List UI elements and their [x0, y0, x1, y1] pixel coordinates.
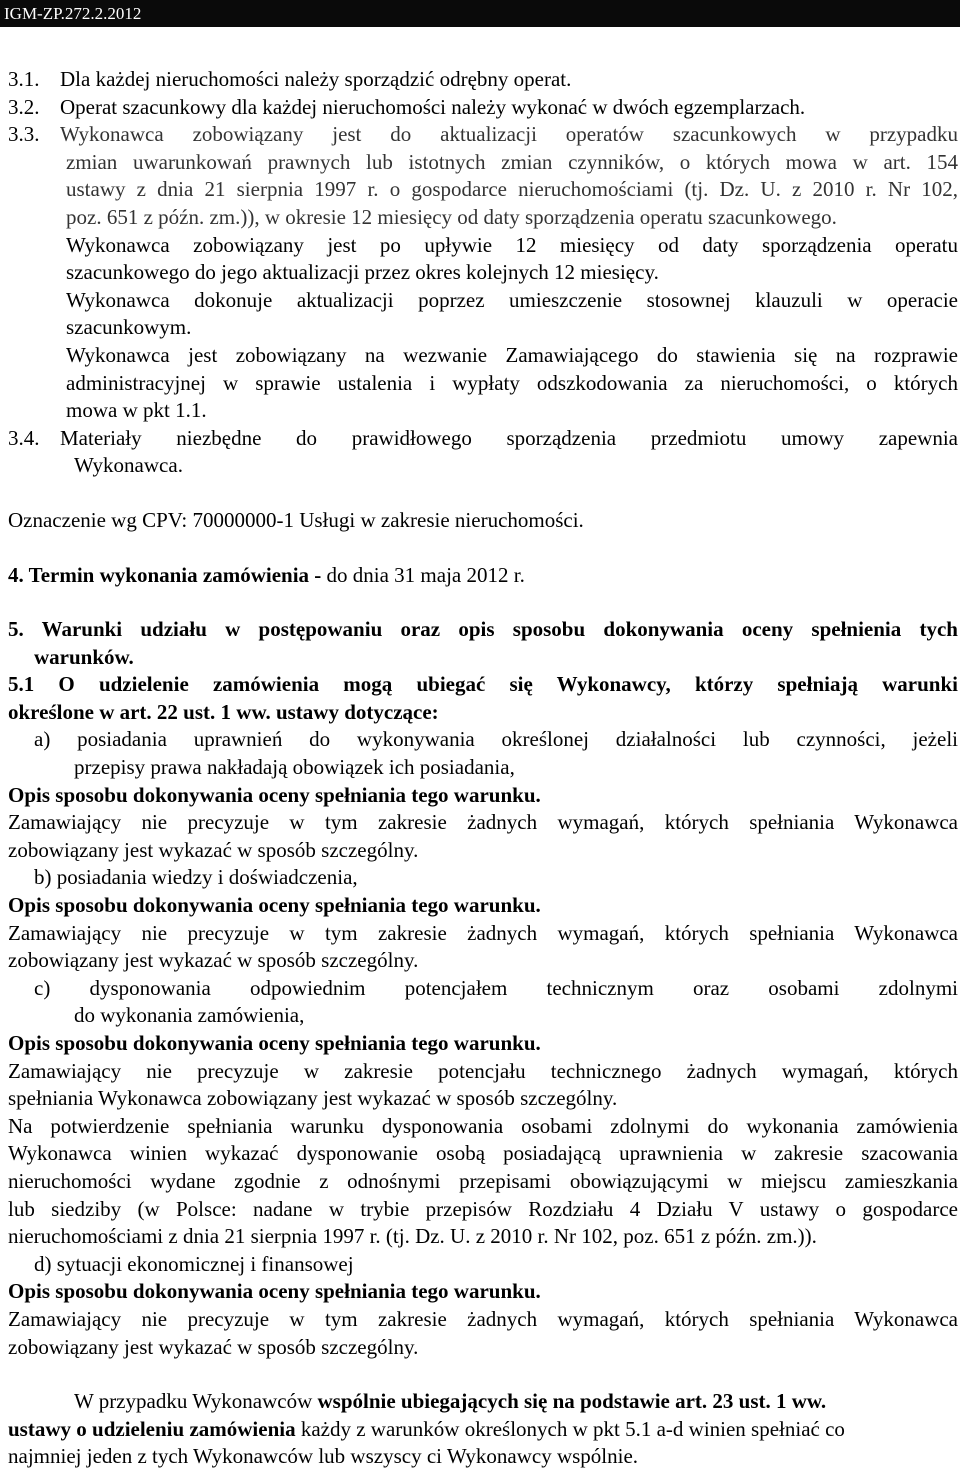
- condition-c: [8, 975, 958, 1030]
- paragraph-text: mowa w pkt 1.1.: [66, 398, 207, 423]
- document-body: [8, 66, 958, 1471]
- section-text: Wykonawca zobowiązany jest do aktualizacji operatów szacunkowych w przypadku: [60, 122, 958, 147]
- section-3-2: [8, 94, 958, 122]
- condition-text: przepisy prawa nakładają obowiązek ich posiadania,: [74, 755, 515, 780]
- document-code-header: [0, 0, 960, 27]
- evaluation-heading: Opis sposobu dokonywania oceny spełniania tego warunku.: [8, 893, 541, 918]
- section-heading: 5. Warunki udziału w postępowaniu oraz opis sposobu dokonywania oceny spełnienia tych: [8, 617, 958, 642]
- section-3-4: [8, 425, 958, 480]
- condition-b: b) posiadania wiedzy i doświadczenia,: [34, 865, 358, 890]
- requirement-text: Wykonawca winien wykazać dysponowanie osobą posiadającą uprawnienia w zakresie szacowania: [8, 1141, 958, 1166]
- section-number: 3.4.: [8, 425, 40, 450]
- paragraph-text: Wykonawca dokonuje aktualizacji poprzez umieszczenie stosownej klauzuli w operacie: [66, 287, 958, 312]
- section-text: Materiały niezbędne do prawidłowego sporządzenia przedmiotu umowy zapewnia: [60, 425, 958, 450]
- requirement-text: lub siedziby (w Polsce: nadane w trybie przepisów Rozdziału 4 Działu V ustawy o gospodarce: [8, 1196, 958, 1221]
- section-number: 3.3.: [8, 122, 40, 147]
- paragraph-text: Wykonawca jest zobowiązany na wezwanie Zamawiającego do stawienia się na rozprawie: [66, 342, 958, 367]
- requirement-text: nieruchomościami z dnia 21 sierpnia 1997 r. (tj. Dz. U. z 2010 r. Nr 102, poz. 651 z późn. zm.)).: [8, 1224, 817, 1249]
- section-4-deadline: [8, 562, 958, 590]
- evaluation-heading: Opis sposobu dokonywania oceny spełniania tego warunku.: [8, 782, 541, 807]
- paragraph-text: Wykonawca zobowiązany jest po upływie 12 miesięcy od daty sporządzenia operatu: [66, 232, 958, 257]
- requirement-text: Zamawiający nie precyzuje w tym zakresie żadnych wymagań, których spełniania Wykonawca: [8, 1306, 958, 1331]
- requirement-text: zobowiązany jest wykazać w sposób szczególny.: [8, 837, 419, 862]
- personnel-requirement: [8, 1113, 958, 1251]
- condition-text: c) dysponowania odpowiednim potencjałem technicznym oraz osobami zdolnymi: [34, 975, 958, 1000]
- condition-text: a) posiadania uprawnień do wykonywania określonej działalności lub czynności, jeżeli: [34, 727, 958, 752]
- section-heading: ustawy dotyczące:: [270, 699, 439, 724]
- requirement-text: Na potwierdzenie spełniania warunku dysponowania osobami zdolnymi do wykonania zamówienia: [8, 1113, 958, 1138]
- condition-a: [8, 726, 958, 781]
- requirement-text: nieruchomości wydane zgodnie z odnośnymi przepisami obowiązującymi w miejscu zamieszkania: [8, 1168, 958, 1193]
- requirement-text: Zamawiający nie precyzuje w zakresie potencjału technicznego żadnych wymagań, których: [8, 1058, 958, 1083]
- section-text: zmian uwarunkowań prawnych lub istotnych zmian czynników, o których mowa w art. 154: [66, 149, 958, 174]
- requirement-text: Zamawiający nie precyzuje w tym zakresie żadnych wymagań, których spełniania Wykonawca: [8, 810, 958, 835]
- document-code: IGM-ZP.272.2.2012: [4, 4, 142, 23]
- paragraph-text: W przypadku Wykonawców: [74, 1389, 318, 1414]
- paragraph-text: szacunkowego do jego aktualizacji przez okres kolejnych 12 miesięcy.: [66, 260, 659, 285]
- condition-d: d) sytuacji ekonomicznej i finansowej: [34, 1251, 354, 1276]
- section-text: poz. 651 z późn. zm.)), w okresie 12 miesięcy od daty sporządzenia operatu szacunkowego.: [66, 204, 837, 229]
- deadline-text: do dnia 31 maja 2012 r.: [321, 562, 525, 587]
- joint-bidders-paragraph: [8, 1388, 958, 1471]
- paragraph-text: najmniej jeden z tych Wykonawców lub wszyscy ci Wykonawcy wspólnie.: [8, 1444, 639, 1469]
- paragraph-text: każdy z warunków określonych w pkt 5.1 a-d winien spełniać co: [295, 1416, 845, 1441]
- section-5-1: [8, 671, 958, 726]
- section-text: Operat szacunkowy dla każdej nieruchomości należy wykonać w dwóch egzemplarzach.: [60, 94, 806, 119]
- section-5-heading: [8, 616, 958, 671]
- requirement-text: Zamawiający nie precyzuje w tym zakresie żadnych wymagań, których spełniania Wykonawca: [8, 920, 958, 945]
- paragraph-text: szacunkowym.: [66, 315, 192, 340]
- section-text: ustawy z dnia 21 sierpnia 1997 r. o gospodarce nieruchomościami (tj. Dz. U. z 2010 r. Nr 102,: [66, 177, 958, 202]
- requirement-text: zobowiązany jest wykazać w sposób szczególny.: [8, 948, 419, 973]
- section-text: Wykonawca.: [74, 453, 183, 478]
- section-3-3: [8, 121, 958, 425]
- section-number: 3.1.: [8, 67, 40, 91]
- requirement-text: zobowiązany jest wykazać w sposób szczególny.: [8, 1334, 419, 1359]
- section-heading: określone w art. 22 ust. 1 ww.: [8, 699, 271, 724]
- evaluation-heading: Opis sposobu dokonywania oceny spełniania tego warunku.: [8, 1279, 541, 1304]
- section-3-1: [8, 66, 958, 94]
- section-number: 3.2.: [8, 94, 40, 119]
- section-heading: 4. Termin wykonania zamówienia -: [8, 562, 322, 587]
- requirement-text: spełniania Wykonawca zobowiązany jest wykazać w sposób szczególny.: [8, 1086, 618, 1111]
- paragraph-emphasis: wspólnie ubiegających się na podstawie art. 23 ust. 1 ww.: [317, 1389, 827, 1414]
- section-heading: warunków.: [34, 644, 134, 669]
- paragraph-text: administracyjnej w sprawie ustalenia i wypłaty odszkodowania za nieruchomości, o których: [66, 370, 958, 395]
- condition-text: do wykonania zamówienia,: [74, 1003, 305, 1028]
- paragraph-emphasis: ustawy o udzieleniu zamówienia: [8, 1416, 296, 1441]
- section-heading: 5.1 O udzielenie zamówienia mogą ubiegać się Wykonawcy, którzy spełniają warunki: [8, 672, 958, 697]
- section-text: Dla każdej nieruchomości należy sporządzić odrębny operat.: [60, 67, 572, 91]
- cpv-code: Oznaczenie wg CPV: 70000000-1 Usługi w zakresie nieruchomości.: [8, 507, 584, 532]
- evaluation-heading: Opis sposobu dokonywania oceny spełniania tego warunku.: [8, 1031, 541, 1055]
